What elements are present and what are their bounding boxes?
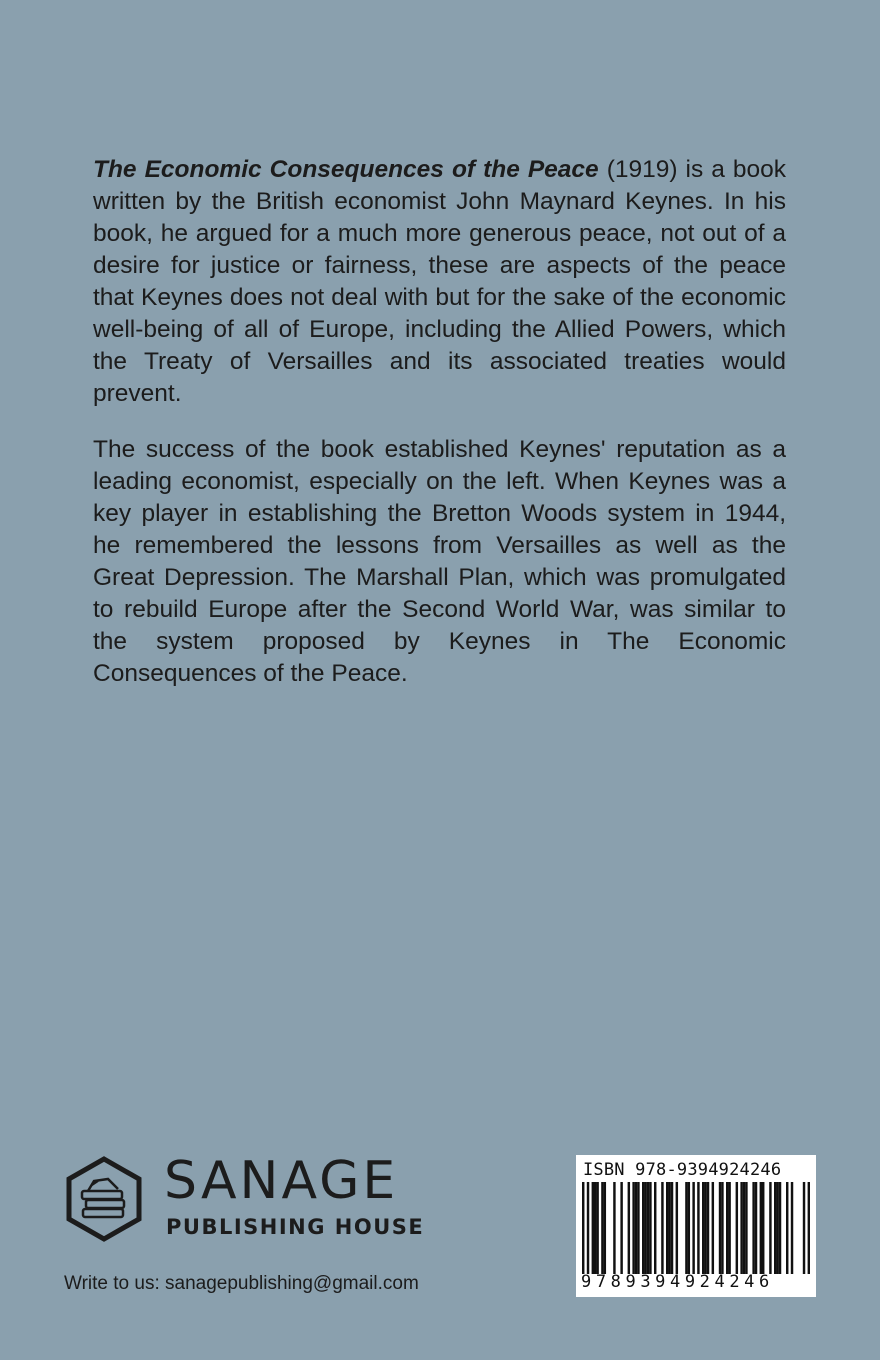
barcode-bar <box>719 1182 721 1274</box>
barcode-bar <box>592 1182 594 1274</box>
barcode-bar <box>596 1182 598 1274</box>
barcode-bar <box>666 1182 668 1274</box>
barcode-bar <box>745 1182 747 1274</box>
barcode-bar <box>644 1182 646 1274</box>
barcode-bar <box>587 1182 589 1274</box>
barcode-bar <box>637 1182 639 1274</box>
barcode-bar <box>769 1182 771 1274</box>
barcode-bar <box>755 1182 757 1274</box>
barcode-bar <box>654 1182 656 1274</box>
barcode-bar <box>786 1182 788 1274</box>
barcode-bar <box>721 1182 723 1274</box>
barcode-bar <box>604 1182 606 1274</box>
barcode-bar <box>774 1182 776 1274</box>
barcode-bar <box>736 1182 738 1274</box>
barcode-bar <box>808 1182 810 1274</box>
barcode-bar <box>743 1182 745 1274</box>
books-hexagon-icon <box>64 1155 144 1243</box>
barcode-bar <box>688 1182 690 1274</box>
barcode-bar <box>803 1182 805 1274</box>
barcode-bar <box>647 1182 649 1274</box>
barcode-bar <box>760 1182 762 1274</box>
barcode-bar <box>702 1182 704 1274</box>
publisher-subtitle: PUBLISHING HOUSE <box>166 1215 425 1239</box>
barcode-bar <box>704 1182 706 1274</box>
barcode-bar <box>740 1182 742 1274</box>
book-title-emphasis: The Economic Consequences of the Peace <box>93 156 599 183</box>
barcode-bar <box>632 1182 634 1274</box>
barcode-bar <box>726 1182 728 1274</box>
barcode-bars <box>582 1182 810 1274</box>
barcode-digits: 9789394924246 <box>581 1272 774 1292</box>
barcode-bar <box>613 1182 615 1274</box>
blurb-paragraph-1-text: (1919) is a book written by the British economist John Maynard Keynes. In his book, he argued for a much more generous peace, not out of a desire for justice or fairness, these are aspects of the peace that Keynes does not deal with but for the sake of the economic well-being of all of Europe, including the Allied Powers, which the Treaty of Versailles and its associated treaties would prevent. <box>93 156 786 407</box>
isbn-label: ISBN 978-9394924246 <box>583 1160 782 1180</box>
barcode-bar <box>642 1182 644 1274</box>
barcode-bar <box>582 1182 584 1274</box>
barcode-bar <box>635 1182 637 1274</box>
barcode-bar <box>601 1182 603 1274</box>
barcode-bar <box>712 1182 714 1274</box>
barcode-bar <box>776 1182 778 1274</box>
barcode-bar <box>685 1182 687 1274</box>
back-cover-blurb <box>93 154 786 690</box>
barcode-bar <box>649 1182 651 1274</box>
barcode-bar <box>668 1182 670 1274</box>
barcode-bar <box>752 1182 754 1274</box>
barcode-bar <box>671 1182 673 1274</box>
contact-line: Write to us: sanagepublishing@gmail.com <box>64 1273 419 1294</box>
barcode-bar <box>762 1182 764 1274</box>
barcode-bar <box>791 1182 793 1274</box>
blurb-paragraph-1 <box>93 154 786 410</box>
barcode-bar <box>628 1182 630 1274</box>
barcode-bar <box>692 1182 694 1274</box>
barcode-bar <box>620 1182 622 1274</box>
barcode-bar <box>707 1182 709 1274</box>
barcode-bar <box>594 1182 596 1274</box>
barcode-bar <box>779 1182 781 1274</box>
isbn-barcode <box>576 1155 816 1297</box>
barcode-bar <box>661 1182 663 1274</box>
barcode-bar <box>728 1182 730 1274</box>
publisher-name: SANAGE <box>164 1151 399 1211</box>
barcode-bar <box>676 1182 678 1274</box>
barcode-bar <box>697 1182 699 1274</box>
blurb-paragraph-2: The success of the book established Keynes' reputation as a leading economist, especially on the left. When Keynes was a key player in establishing the Bretton Woods system in 1944, he remembered the lessons from Versailles as well as the Great Depression. The Marshall Plan, which was promulgated to rebuild Europe after the Second World War, was similar to the system proposed by Keynes in The Economic Consequences of the Peace. <box>93 436 786 687</box>
publisher-block <box>64 1151 425 1245</box>
